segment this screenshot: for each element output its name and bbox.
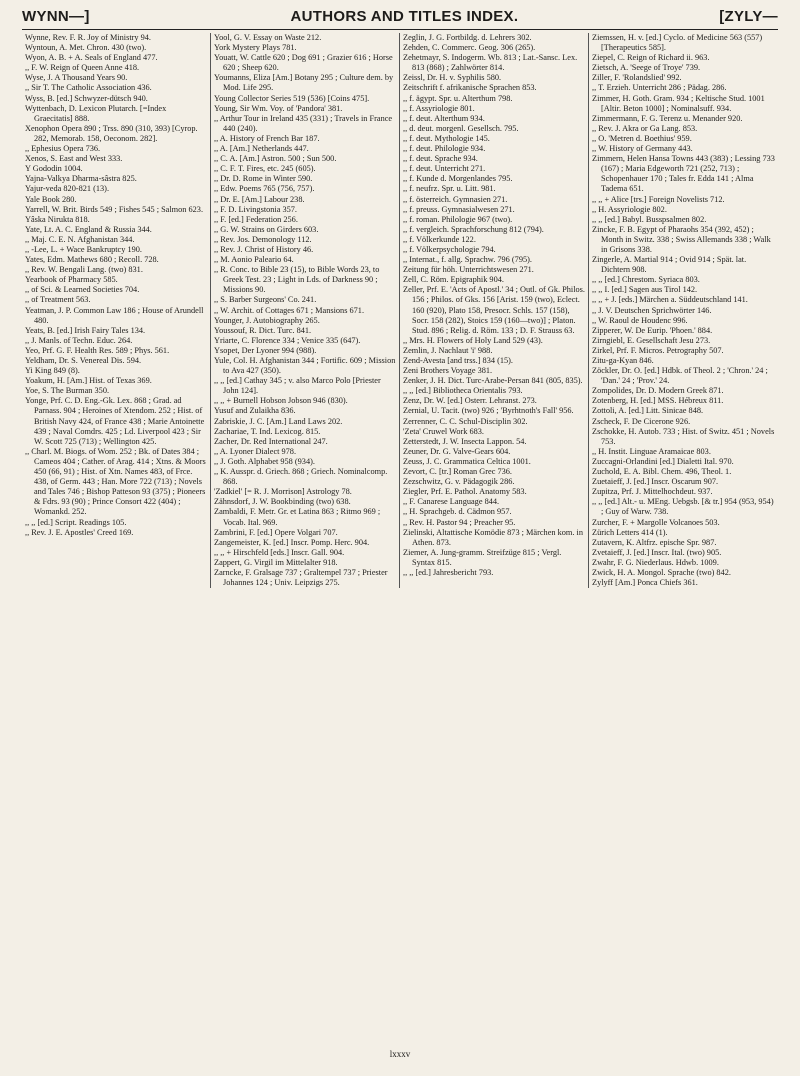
header-right: [ZYLY— <box>719 8 778 25</box>
index-entry: Zscheck, F. De Cicerone 926. <box>592 416 691 426</box>
index-entry: Yate, Lt. A. C. England & Russia 344. <box>25 224 152 234</box>
page-folio: lxxxv <box>389 1049 411 1059</box>
index-entry: ,, ,, [ed.] Chrestom. Syriaca 803. <box>592 275 700 285</box>
index-entry: ,, Rev. J. E. Apostles' Creed 169. <box>25 527 134 537</box>
index-entry: Zurcher, F. + Margolle Volcanoes 503. <box>592 517 720 527</box>
index-entry: Zenz, Dr. W. [ed.] Osterr. Lehranst. 273. <box>403 396 537 406</box>
index-entry: Yeo, Prf. G. F. Health Res. 589 ; Phys. 561. <box>25 345 170 355</box>
index-entry: ,, ,, I. [ed.] Sagen aus Tirol 142. <box>592 285 698 295</box>
index-entry: Yool, G. V. Essay on Waste 212. <box>214 33 322 42</box>
index-entry: Zwick, H. A. Mongol. Sprache (two) 842. <box>592 567 731 577</box>
index-entry: ,, ,, [ed.] Alt.- u. MEng. Uebgsb. [& tr.] 954 (953, 954) ; Guy of Warw. 738. <box>592 497 774 517</box>
index-entry: ,, F. Canarese Language 844. <box>403 497 500 507</box>
index-entry: Yearbook of Pharmacy 585. <box>25 275 118 285</box>
index-entry: Ziemer, A. Jung-gramm. Streifzüge 815 ; Vergl. Syntax 815. <box>403 547 562 567</box>
header-title: AUTHORS AND TITLES INDEX. <box>290 8 519 25</box>
index-entry: ,, f. roman. Philologie 967 (two). <box>403 214 513 224</box>
index-entry: ,, ,, [ed.] Jahresbericht 793. <box>403 567 494 577</box>
index-entry: ,, Rev. H. Pastor 94 ; Preacher 95. <box>403 517 516 527</box>
index-entry: Zeissl, Dr. H. v. Syphilis 580. <box>403 73 502 83</box>
index-entry: Zingerle, A. Martial 914 ; Ovid 914 ; Spät. lat. Dichtern 908. <box>592 255 747 275</box>
index-entry: Wyon, A. B. + A. Seals of England 477. <box>25 53 158 63</box>
index-entry: Zarncke, F. Gralsage 737 ; Graltempel 737 ; Priester Johannes 124 ; Univ. Leipzigs 275. <box>214 567 388 588</box>
header-rule <box>22 29 778 30</box>
index-entry: Yi King 849 (8). <box>25 366 80 376</box>
index-entry: ,, f. preuss. Gymnasialwesen 271. <box>403 204 515 214</box>
index-entry: Zutavern, K. Altfrz. epische Spr. 987. <box>592 537 717 547</box>
index-entry: ,, T. Erzieh. Unterricht 286 ; Pädag. 286. <box>592 83 727 93</box>
index-entry: Zehden, C. Commerc. Geog. 306 (265). <box>403 43 536 53</box>
index-entry: ,, S. Barber Surgeons' Co. 241. <box>214 295 317 305</box>
index-entry: Zuccagni-Orlandini [ed.] Dialetti Ital. 970. <box>592 456 734 466</box>
index-entry: ,, f. deut. Sprache 934. <box>403 154 478 164</box>
index-entry: ,, J. Goth. Alphabet 958 (934). <box>214 456 315 466</box>
index-column-3 <box>400 33 589 588</box>
index-entry: ,, H. Instit. Linguae Aramaicae 803. <box>592 446 711 456</box>
index-entry: York Mystery Plays 781. <box>214 43 297 53</box>
index-entry: Zeller, Prf. E. 'Acts of Apostl.' 34 ; Outl. of Gk. Philos. 156 ; Philos. of Gks. 156 [Arist. 159 (two), Eclect. 160 (920), Plato 158, Presocr. Schls. 157 (158), Socr. 158 (282), Stoics 159 (160—two)] ; Platon. Stud. 896 ; Relig. d. Röm. 133 ; D. F. Strauss 63. <box>403 285 585 335</box>
index-entry: Zehetmayr, S. Indogerm. Wb. 813 ; Lat.-Sansc. Lex. 813 (868) ; Zahlwörter 814. <box>403 53 578 73</box>
index-entry: Wyse, J. A Thousand Years 90. <box>25 73 128 83</box>
index-entry: ,, A. History of French Bar 187. <box>214 133 320 143</box>
index-entry: ,, f. neufrz. Spr. u. Litt. 981. <box>403 184 496 194</box>
index-entry: Yriarte, C. Florence 334 ; Venice 335 (647). <box>214 335 361 345</box>
index-entry: Zeuner, Dr. G. Valve-Gears 604. <box>403 446 511 456</box>
index-entry: Y Gododin 1004. <box>25 164 83 174</box>
index-entry: Zabriskie, J. C. [Am.] Land Laws 202. <box>214 416 343 426</box>
index-entry: ,, f. Völkerpsychologie 794. <box>403 244 496 254</box>
index-entry: ,, ,, [ed.] Script. Readings 105. <box>25 517 127 527</box>
index-entry: Zeuss, J. C. Grammatica Celtica 1001. <box>403 456 531 466</box>
index-entry: ,, H. Assyriologie 802. <box>592 204 667 214</box>
index-entry: ,, Rev. Jos. Demonology 112. <box>214 234 312 244</box>
index-entry: Yeats, B. [ed.] Irish Fairy Tales 134. <box>25 325 146 335</box>
index-entry: Yule, Col. H. Afghanistan 344 ; Fortific. 609 ; Mission to Ava 427 (350). <box>214 356 396 376</box>
index-entry: Zitu-ga-Kyan 846. <box>592 356 654 365</box>
index-entry: ,, Rev. W. Bengali Lang. (two) 831. <box>25 265 143 275</box>
index-entry: ,, M. Aonio Paleario 64. <box>214 255 294 265</box>
index-entry: Zvetaieff, J. [ed.] Inscr. Ital. (two) 905. <box>592 547 722 557</box>
index-entry: 'Zeta' Cruwel Work 683. <box>403 426 484 436</box>
index-entry: Zend-Avesta [and trss.] 834 (15). <box>403 356 513 365</box>
index-entry: Yeatman, J. P. Common Law 186 ; House of Arundell 480. <box>25 305 204 325</box>
index-entry: Zambaldi, F. Metr. Gr. et Latina 863 ; Ritmo 969 ; Vocab. Ital. 969. <box>214 507 381 527</box>
index-entry: ,, Edw. Poems 765 (756, 757). <box>214 184 315 194</box>
index-entry: Zimmern, Helen Hansa Towns 443 (383) ; Lessing 733 (167) ; Maria Edgeworth 721 (252, 713) ; Schopenhauer 170 ; Tales fr. Edda 141 ; Alma Tadema 651. <box>592 154 775 194</box>
index-entry: Zimmermann, F. G. Terenz u. Menander 920. <box>592 113 743 123</box>
index-entry: ,, f. Assyriologie 801. <box>403 103 475 113</box>
index-entry: ,, O. 'Metren d. Boethius' 959. <box>592 133 692 143</box>
index-entry: Ziemssen, H. v. [ed.] Cyclo. of Medicine 563 (557) [Therapeutics 585]. <box>592 33 763 53</box>
index-entry: Yoakum, H. [Am.] Hist. of Texas 369. <box>25 376 152 386</box>
index-entry: Zwahr, F. G. Niederlaus. Hdwb. 1009. <box>592 557 719 567</box>
index-entry: Yajur-veda 820-821 (13). <box>25 184 110 194</box>
index-entry: ,, ,, [ed.] Babyl. Busspsalmen 802. <box>592 214 707 224</box>
index-entry: Zachariae, T. Ind. Lexicog. 815. <box>214 426 321 436</box>
index-entry: ,, ,, + Burnell Hobson Jobson 946 (830). <box>214 396 348 406</box>
index-column-4 <box>589 33 778 588</box>
index-entry: Ziller, F. 'Rolandslied' 992. <box>592 73 682 83</box>
index-entry: ,, J. Manls. of Techn. Educ. 264. <box>25 335 133 345</box>
index-entry: Zincke, F. B. Egypt of Pharaohs 354 (392, 452) ; Month in Switz. 338 ; Swiss Allemands 338 ; Walk in Grisons 338. <box>592 224 771 254</box>
index-entry: Yusuf and Zulaikha 836. <box>214 406 296 416</box>
index-entry: Young, Sir Wm. Voy. of 'Pandora' 381. <box>214 103 343 113</box>
index-entry: Zeglin, J. G. Fortbildg. d. Lehrers 302. <box>403 33 532 42</box>
index-entry: ,, ,, + J. [eds.] Märchen a. Süddeutschland 141. <box>592 295 748 305</box>
index-entry: Zirkel, Prf. F. Micros. Petrography 507. <box>592 345 724 355</box>
index-entry: ,, Dr. E. [Am.] Labour 238. <box>214 194 305 204</box>
index-entry: ,, Charl. M. Biogs. of Wom. 252 ; Bk. of Dates 384 ; Cameos 404 ; Cather. of Arag. 414 ; Xtns. & Moors 450 (66, 91) ; Hist. of Xtn. Names 483, of Frce. 438, of Germ. 443 ; Han. More 722 (713) ; Novels and Tales 746 ; Bishop Patteson 93 (375) ; Pioneers & Fdrs. 93 (90) ; Prince Consort 422 (404) ; Womankd. 252. <box>25 446 206 517</box>
index-entry: Zuetaieff, J. [ed.] Inscr. Oscarum 907. <box>592 477 719 487</box>
index-entry: ,, f. deut. Philologie 934. <box>403 144 486 154</box>
index-entry: ,, f. Völkerkunde 122. <box>403 234 476 244</box>
index-entry: ,, F. [ed.] Federation 256. <box>214 214 298 224</box>
index-entry: ,, W. Raoul de Houdenc 996. <box>592 315 688 325</box>
index-entry: ,, Rev. J. Akra or Ga Lang. 853. <box>592 123 698 133</box>
index-entry: Zerrenner, C. C. Schul-Disciplin 302. <box>403 416 528 426</box>
index-entry: ,, W. Archit. of Cottages 671 ; Mansions 671. <box>214 305 365 315</box>
index-entry: ,, Internat., f. allg. Sprachw. 796 (795). <box>403 255 532 265</box>
index-entry: ,, ,, + Hirschfeld [eds.] Inscr. Gall. 904. <box>214 547 345 557</box>
index-entry: ,, of Sci. & Learned Societies 704. <box>25 285 140 295</box>
index-columns <box>22 33 778 588</box>
index-entry: Zezschwitz, G. v. Pädagogik 286. <box>403 477 515 487</box>
index-entry: Zschokke, H. Autob. 733 ; Hist. of Switz. 451 ; Novels 753. <box>592 426 775 446</box>
index-entry: ,, f. deut. Mythologie 145. <box>403 133 490 143</box>
index-entry: Wynne, Rev. F. R. Joy of Ministry 94. <box>25 33 151 42</box>
index-entry: Younger, J. Autobiography 265. <box>214 315 320 325</box>
index-entry: ,, f. deut. Alterthum 934. <box>403 113 485 123</box>
index-entry: Zylyff [Am.] Ponca Chiefs 361. <box>592 578 698 588</box>
index-entry: ,, Mrs. H. Flowers of Holy Land 529 (43). <box>403 335 543 345</box>
index-entry: Zupitza, Prf. J. Mittelhochdeut. 937. <box>592 487 713 497</box>
index-entry: Zernial, U. Tacit. (two) 926 ; 'Byrhtnoth's Fall' 956. <box>403 406 574 416</box>
index-entry: ,, K. Ausspr. d. Griech. 868 ; Griech. Nominalcomp. 868. <box>214 467 388 487</box>
index-entry: ,, of Treatment 563. <box>25 295 91 305</box>
index-entry: ,, C. F. T. Fires, etc. 245 (605). <box>214 164 316 174</box>
index-entry: Zenker, J. H. Dict. Turc-Arabe-Persan 841 (805, 835). <box>403 376 583 386</box>
index-entry: Zemlin, J. Nachlaut 'i' 988. <box>403 345 493 355</box>
index-entry: Yates, Edm. Mathews 680 ; Recoll. 728. <box>25 255 159 265</box>
index-entry: Zetterstedt, J. W. Insecta Lappon. 54. <box>403 436 527 446</box>
running-header <box>22 8 778 25</box>
index-entry: ,, Dr. D. Rome in Winter 590. <box>214 174 313 184</box>
index-entry: Zell, C. Röm. Epigraphik 904. <box>403 275 504 285</box>
index-entry: Yale Book 280. <box>25 194 77 204</box>
header-left: WYNN—] <box>22 8 90 25</box>
index-entry: Zompolides, Dr. D. Modern Greek 871. <box>592 386 724 396</box>
index-entry: Zipperer, W. De Eurip. 'Phoen.' 884. <box>592 325 713 335</box>
index-entry: Youmanns, Eliza [Am.] Botany 295 ; Culture dem. by Mod. Life 295. <box>214 73 394 93</box>
index-entry: Wyntoun, A. Met. Chron. 430 (two). <box>25 43 147 53</box>
index-entry: Youssouf, R. Dict. Turc. 841. <box>214 325 312 335</box>
index-entry: ,, d. deut. morgenl. Gesellsch. 795. <box>403 123 519 133</box>
index-entry: Zangemeister, K. [ed.] Inscr. Pomp. Herc. 904. <box>214 537 370 547</box>
index-entry: Yonge, Prf. C. D. Eng.-Gk. Lex. 868 ; Grad. ad Parnass. 904 ; Heroines of Xtendom. 252 ; Hist. of British Navy 424, of France 438 ; Marie Antoinette 439 ; Naval Comdrs. 425 ; Ld. Liverpool 423 ; Sir W. Scott 725 (713) ; Wellington 425. <box>25 396 205 446</box>
index-entry: ,, G. W. Strains on Girders 603. <box>214 224 319 234</box>
index-entry: ,, ,, + Alice [trs.] Foreign Novelists 712. <box>592 194 725 204</box>
index-entry: Zeni Brothers Voyage 381. <box>403 366 493 376</box>
index-entry: ,, Arthur Tour in Ireland 435 (331) ; Travels in France 440 (240). <box>214 113 393 133</box>
index-entry: Zacher, Dr. Red International 247. <box>214 436 328 446</box>
index-entry: ,, -Lee, L. + Wace Bankruptcy 190. <box>25 244 142 254</box>
index-entry: ,, ,, [ed.] Bibliotheca Orientalis 793. <box>403 386 523 396</box>
index-entry: Zürich Letters 414 (1). <box>592 527 668 537</box>
index-entry: ,, f. deut. Unterricht 271. <box>403 164 486 174</box>
index-entry: Zeitung für höh. Unterrichtswesen 271. <box>403 265 534 275</box>
index-entry: ,, Sir T. The Catholic Association 436. <box>25 83 152 93</box>
index-column-1 <box>22 33 211 588</box>
index-entry: Zambrini, F. [ed.] Opere Volgari 707. <box>214 527 338 537</box>
index-entry: Zietsch, A. 'Seege of Troye' 739. <box>592 63 701 73</box>
index-entry: Zöckler, Dr. O. [ed.] Hdbk. of Theol. 2 ; 'Chron.' 24 ; 'Dan.' 24 ; 'Prov.' 24. <box>592 366 768 386</box>
index-entry: Zevort, C. [tr.] Roman Grec 736. <box>403 467 512 477</box>
index-entry: Zappert, G. Virgil im Mittelalter 918. <box>214 557 338 567</box>
index-entry: ,, f. ägypt. Spr. u. Alterthum 798. <box>403 93 513 103</box>
index-entry: ,, f. vergleich. Sprachforschung 812 (794). <box>403 224 544 234</box>
index-entry: ,, C. A. [Am.] Astron. 500 ; Sun 500. <box>214 154 337 164</box>
index-entry: Zähnsdorf, J. W. Bookbinding (two) 638. <box>214 497 351 507</box>
index-entry: ,, J. V. Deutschen Sprichwörter 146. <box>592 305 712 315</box>
index-entry: Young Collector Series 519 (536) [Coins 475]. <box>214 93 370 103</box>
index-entry: ,, Ephesius Opera 736. <box>25 144 101 154</box>
index-entry: Ziegler, Prf. E. Pathol. Anatomy 583. <box>403 487 527 497</box>
index-entry: Zirngiebl, E. Gesellschaft Jesu 273. <box>592 335 711 345</box>
index-entry: ,, R. Conc. to Bible 23 (15), to Bible Words 23, to Greek Test. 23 ; Light in Lds. of Darkness 90 ; Missions 90. <box>214 265 380 295</box>
index-entry: ,, A. Lyoner Dialect 978. <box>214 446 297 456</box>
index-entry: ,, F. W. Reign of Queen Anne 418. <box>25 63 140 73</box>
index-entry: ,, H. Sprachgeb. d. Cädmon 957. <box>403 507 512 517</box>
index-entry: Ziepel, C. Reign of Richard ii. 963. <box>592 53 710 63</box>
index-entry: ,, Maj. C. E. N. Afghanistan 344. <box>25 234 135 244</box>
index-entry: Youatt, W. Cattle 620 ; Dog 691 ; Grazier 616 ; Horse 620 ; Sheep 620. <box>214 53 393 73</box>
index-entry: ,, W. History of Germany 443. <box>592 144 693 154</box>
index-entry: Zottoli, A. [ed.] Litt. Sinicae 848. <box>592 406 704 416</box>
index-entry: ,, A. [Am.] Netherlands 447. <box>214 144 309 154</box>
index-entry: Xenos, S. East and West 333. <box>25 154 123 164</box>
index-entry: ,, Rev. J. Christ of History 46. <box>214 244 314 254</box>
index-entry: Yajna-Valkya Dharma-sâstra 825. <box>25 174 137 184</box>
index-entry: Yarrell, W. Brit. Birds 549 ; Fishes 545 ; Salmon 623. <box>25 204 204 214</box>
index-entry: ,, f. österreich. Gymnasien 271. <box>403 194 508 204</box>
index-entry: Yoe, S. The Burman 350. <box>25 386 110 396</box>
index-entry: Zimmer, H. Goth. Gram. 934 ; Keltische Stud. 1001 [Altir. Beton 1000] ; Nominalsuff. 934. <box>592 93 765 113</box>
index-entry: Xenophon Opera 890 ; Trss. 890 (310, 393) [Cyrop. 282, Memorab. 158, Oeconom. 282]. <box>25 123 198 143</box>
index-entry: Zotenberg, H. [ed.] MSS. Hébreux 811. <box>592 396 724 406</box>
index-entry: ,, F. D. Livingstonia 357. <box>214 204 297 214</box>
index-entry: Zeitschrift f. afrikanische Sprachen 853. <box>403 83 537 93</box>
index-entry: ,, f. Kunde d. Morgenlandes 795. <box>403 174 513 184</box>
index-entry: Wyss, B. [ed.] Schwyzer-dütsch 940. <box>25 93 148 103</box>
index-entry: ,, ,, [ed.] Cathay 345 ; v. also Marco Polo [Priester John 124]. <box>214 376 381 396</box>
index-entry: Ysopet, Der Lyoner 994 (988). <box>214 345 317 355</box>
index-entry: Wyttenbach, D. Lexicon Plutarch. [=Index Graecitatis] 888. <box>25 103 167 123</box>
index-entry: Yeldham, Dr. S. Venereal Dis. 594. <box>25 356 142 365</box>
index-entry: 'Zadkiel' [= R. J. Morrison] Astrology 78. <box>214 487 352 497</box>
index-column-2 <box>211 33 400 588</box>
index-entry: Zuchold, E. A. Bibl. Chem. 496, Theol. 1. <box>592 467 732 477</box>
index-entry: Zielinski, Altattische Komödie 873 ; Märchen kom. in Athen. 873. <box>403 527 583 547</box>
index-entry: Yâska Nirukta 818. <box>25 214 90 224</box>
